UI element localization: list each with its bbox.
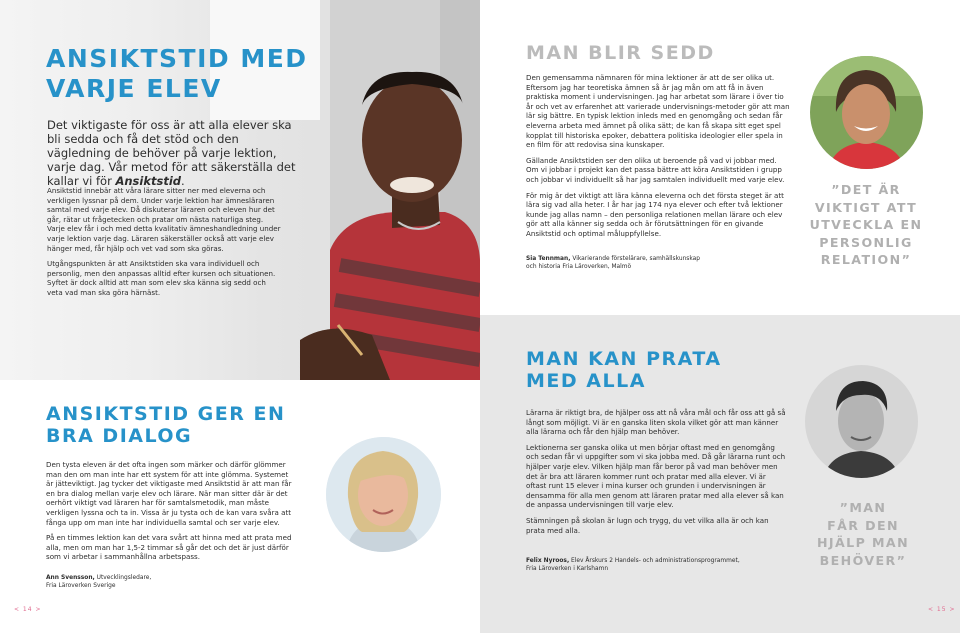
heading-man-kan-prata-med-alla: MAN KAN PRATA MED ALLA <box>526 348 722 393</box>
paragraph: Gällande Ansiktstiden ser den olika ut beroende på vad vi jobbar med. Om vi jobbar i projekt kan det passa bättre att köra Ansiktstiden i grupp och jobbar vi individuellt så har jag samtalen individuellt med varje elev. <box>526 155 785 184</box>
paragraph: Den gemensamma nämnaren för mina lektioner är att de ser olika ut. Eftersom jag har teoretiska ämnen så är jag mån om att få in även praktiska moment i undervisningen. Jag har arbetat som lärare i över tio år och vet av erfarenhet att varierade undervisnings-metoder gör att man lär sig bättre. En typisk lektion inleds med en genomgång och sedan får eleverna arbeta med ämnet på olika sätt; de kan få skapa sitt eget spel kopplat till historiska epoker, debattera politiska ideologier eller spela in en film för att redovisa sina kunskaper. <box>526 73 790 150</box>
body-text-dialog <box>46 460 296 568</box>
signature-felix-nyroos: Felix Nyroos, Elev Årskurs 2 Handels- och administrationsprogrammet, Fria Läroverken i Karlshamn <box>526 558 740 572</box>
paragraph: För mig är det viktigt att lära känna eleverna och det första steget är att lära sig vad alla heter. I år har jag 174 nya elever och efter två lektioner kunde jag allas namn – den personliga relationen mellan lärare och elev gör att alla känner sig sedda och är förutsättningen för en givande Ansiktstid och optimal måluppfyllelse. <box>526 190 784 238</box>
quote-man-far-den-hjalp: ”MAN FÅR DEN HJÄLP MAN BEHÖVER” <box>816 500 910 568</box>
signature-sia-tennman: Sia Tennman, Vikarierande förstelärare, samhällskunskap och historia Fria Läroverken, Malmö <box>526 256 701 270</box>
body-text-man-blir-sedd <box>526 73 791 245</box>
avatar-felix-nyroos <box>805 365 918 478</box>
signature-ann-svensson: Ann Svensson, Utvecklingsledare, Fria Läroverken Sverige <box>46 575 152 589</box>
heading-ansiktstid-med-varje-elev: ANSIKTSTID MED VARJE ELEV <box>46 44 308 103</box>
quote-det-ar-viktigt: ”DET ÄR VIKTIGT ATT UTVECKLA EN PERSONLIG RELATION” <box>809 182 923 267</box>
page-number-left: < 14 > <box>14 606 42 613</box>
avatar-ann-svensson <box>326 437 441 552</box>
heading-man-blir-sedd: MAN BLIR SEDD <box>526 42 715 64</box>
paragraph: Lärarna är riktigt bra, de hjälper oss att nå våra mål och får oss att gå så långt som möjligt. Vi är en ganska liten skola vilket gör att man känner alla lärarna och får den hjälp man behöver. <box>526 408 786 437</box>
paragraph: Den tysta eleven är det ofta ingen som märker och därför glömmer man den om man inte har ett system för att inte glömma. Systemet är jätteviktigt. Jag tycker det viktigaste med Ansiktstid är att man får en bra dialog mellan varje elev och lärare. När man sitter där är det oerhört viktigt vad läraren har för samtalsmetodik, man måste verkligen lyssna och ta in. Vissa är ju tysta och de kan vara svåra att fånga upp om man inte har individuella samtal och ser varje elev. <box>46 460 292 527</box>
lead-paragraph: Det viktigaste för oss är att alla elever ska bli sedda och få det stöd och den vägledning de behöver på varje lektion, varje dag. Vår metod för att säkerställa det kallar vi för Ansiktstid. <box>47 118 296 188</box>
body-text-ansiktstid <box>47 186 282 304</box>
body-text-man-kan-prata <box>526 408 788 541</box>
paragraph: På en timmes lektion kan det vara svårt att hinna med att prata med alla, men om man har 1,5-2 timmar så går det och det är just därför som vi arbetar i sammanhållna arbetspass. <box>46 533 292 562</box>
heading-ansiktstid-ger-en-bra-dialog: ANSIKTSTID GER EN BRA DIALOG <box>46 403 286 448</box>
paragraph: Stämningen på skolan är lugn och trygg, du vet vilka alla är och kan prata med alla. <box>526 515 769 535</box>
paragraph: Lektionerna ser ganska olika ut men börjar oftast med en genomgång och sedan får vi uppgifter som vi ska jobba med. Då går lärarna runt och hjälper varje elev. Vilken hjälp man får beror på vad man behöver men det är bra att läraren kommer runt och pratar med alla elever. Vi är oftast runt 15 elever i mina kurser och grunden i undervisningen är densamma för alla men genom att läraren pratar med alla elever så kan de anpassa undervisningen till varje elev. <box>526 442 786 510</box>
avatar-sia-tennman <box>810 56 923 169</box>
paragraph: Utgångspunkten är att Ansiktstiden ska vara individuell och personlig, men den anpassas alltid efter kursen och situationen. Syftet är dock alltid att man som elev ska känna sig sedd och veta vad man ska göra härnäst. <box>47 259 276 297</box>
paragraph: Ansiktstid innebär att våra lärare sitter ner med eleverna och verkligen lyssnar på dem. Under varje lektion har ämnesläraren samtal med varje elev. Då diskuterar läraren och eleven hur det går, rätar ut frågetecken och pratar om nästa naturliga steg. Varje elev får i och med detta kvalitativ ämneshandledning under varje lektion varje dag. Läraren säkerställer också att varje elev hänger med, får hjälp och vet vad som ska göras. <box>47 186 281 253</box>
page-number-right: < 15 > <box>928 606 956 613</box>
